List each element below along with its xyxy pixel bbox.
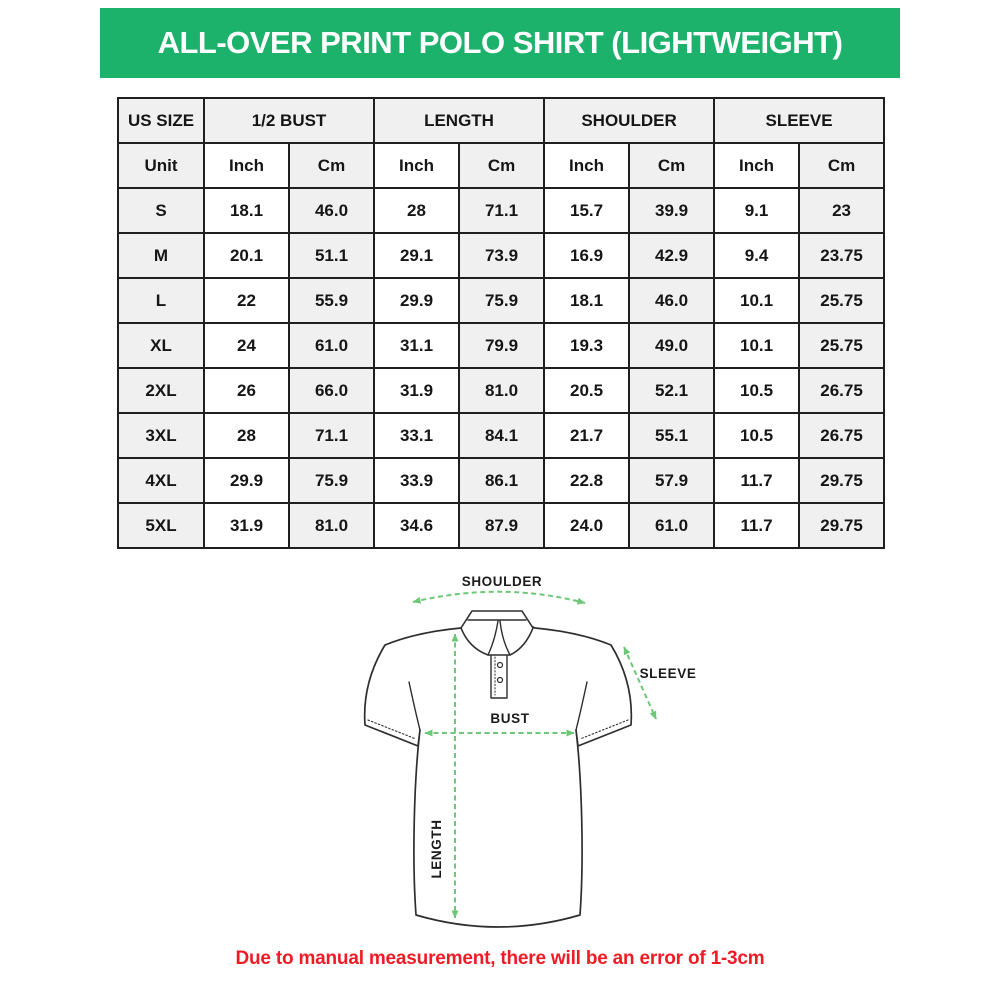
unit-cm: Cm [459,143,544,188]
table-row-5xl [118,503,884,548]
value-cell: 66.0 [289,368,374,413]
shoulder-label: SHOULDER [461,574,543,589]
header-length: LENGTH [374,98,544,143]
value-cell: 21.7 [544,413,629,458]
value-cell: 25.75 [799,323,884,368]
value-cell: 28 [374,188,459,233]
value-cell: 42.9 [629,233,714,278]
size-table [117,97,885,549]
title-banner [100,8,900,78]
value-cell: 15.7 [544,188,629,233]
value-cell: 71.1 [459,188,544,233]
value-cell: 23.75 [799,233,884,278]
value-cell: 28 [204,413,289,458]
value-cell: 86.1 [459,458,544,503]
page-title: ALL-OVER PRINT POLO SHIRT (LIGHTWEIGHT) [157,25,843,60]
polo-shirt-illustration [365,611,632,927]
value-cell: 31.9 [204,503,289,548]
unit-inch: Inch [714,143,799,188]
value-cell: 26.75 [799,413,884,458]
value-cell: 46.0 [629,278,714,323]
value-cell: 9.1 [714,188,799,233]
value-cell: 33.1 [374,413,459,458]
value-cell: 29.9 [204,458,289,503]
value-cell: 61.0 [289,323,374,368]
value-cell: 18.1 [204,188,289,233]
value-cell: 31.9 [374,368,459,413]
table-row-s [118,188,884,233]
value-cell: 10.5 [714,413,799,458]
value-cell: 75.9 [289,458,374,503]
value-cell: 29.75 [799,503,884,548]
value-cell: 75.9 [459,278,544,323]
value-cell: 29.9 [374,278,459,323]
value-cell: 25.75 [799,278,884,323]
bust-label: BUST [490,711,530,726]
value-cell: 31.1 [374,323,459,368]
value-cell: 46.0 [289,188,374,233]
header-sleeve: SLEEVE [714,98,884,143]
value-cell: 11.7 [714,458,799,503]
table-row-xl [118,323,884,368]
value-cell: 24 [204,323,289,368]
size-table-container [117,97,885,549]
sleeve-label: SLEEVE [639,666,697,681]
shoulder-measure-arrow [413,592,585,603]
unit-cm: Cm [629,143,714,188]
size-label: 3XL [118,413,204,458]
value-cell: 24.0 [544,503,629,548]
value-cell: 22 [204,278,289,323]
size-label: M [118,233,204,278]
value-cell: 16.9 [544,233,629,278]
value-cell: 20.1 [204,233,289,278]
unit-cm: Cm [799,143,884,188]
value-cell: 26.75 [799,368,884,413]
header-us-size: US SIZE [118,98,204,143]
size-label: XL [118,323,204,368]
header-half-bust: 1/2 BUST [204,98,374,143]
unit-label: Unit [118,143,204,188]
value-cell: 18.1 [544,278,629,323]
value-cell: 49.0 [629,323,714,368]
value-cell: 71.1 [289,413,374,458]
size-label: 4XL [118,458,204,503]
value-cell: 10.1 [714,278,799,323]
value-cell: 23 [799,188,884,233]
size-label: S [118,188,204,233]
value-cell: 84.1 [459,413,544,458]
value-cell: 34.6 [374,503,459,548]
value-cell: 11.7 [714,503,799,548]
measurement-error-note: Due to manual measurement, there will be an error of 1-3cm [235,948,765,969]
value-cell: 10.1 [714,323,799,368]
value-cell: 10.5 [714,368,799,413]
value-cell: 22.8 [544,458,629,503]
unit-cm: Cm [289,143,374,188]
length-label: LENGTH [429,819,444,879]
value-cell: 9.4 [714,233,799,278]
value-cell: 20.5 [544,368,629,413]
value-cell: 73.9 [459,233,544,278]
value-cell: 57.9 [629,458,714,503]
header-shoulder: SHOULDER [544,98,714,143]
value-cell: 29.1 [374,233,459,278]
value-cell: 51.1 [289,233,374,278]
value-cell: 87.9 [459,503,544,548]
unit-inch: Inch [204,143,289,188]
value-cell: 29.75 [799,458,884,503]
table-row-l [118,278,884,323]
size-label: 2XL [118,368,204,413]
value-cell: 81.0 [459,368,544,413]
size-label: L [118,278,204,323]
value-cell: 19.3 [544,323,629,368]
table-row-m [118,233,884,278]
unit-inch: Inch [374,143,459,188]
value-cell: 52.1 [629,368,714,413]
unit-inch: Inch [544,143,629,188]
value-cell: 81.0 [289,503,374,548]
group-header-row [118,98,884,143]
measurement-diagram [352,568,698,964]
value-cell: 39.9 [629,188,714,233]
value-cell: 55.1 [629,413,714,458]
table-row-2xl [118,368,884,413]
value-cell: 33.9 [374,458,459,503]
value-cell: 61.0 [629,503,714,548]
table-row-3xl [118,413,884,458]
table-row-4xl [118,458,884,503]
value-cell: 55.9 [289,278,374,323]
value-cell: 26 [204,368,289,413]
value-cell: 79.9 [459,323,544,368]
unit-row [118,143,884,188]
size-label: 5XL [118,503,204,548]
